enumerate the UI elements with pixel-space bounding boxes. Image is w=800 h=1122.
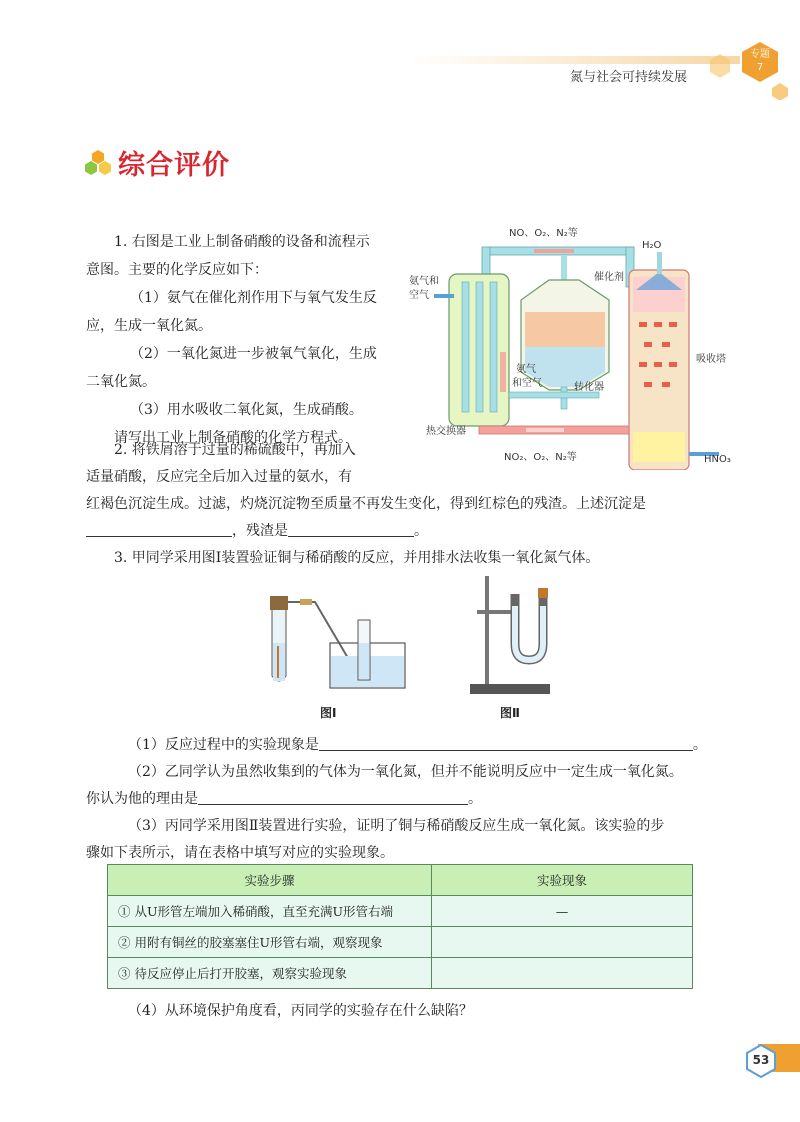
label-water: H₂O [642,240,662,251]
label-bottom-gas: NO₂、O₂、N₂等 [504,452,577,463]
q3-part3b: 骤如下表所示，请在表格中填写对应的实验现象。 [86,845,394,861]
q3-part1-blank[interactable] [319,734,693,751]
label-ammonia-air-top-2: 空气 [409,290,429,301]
label-top-gas: NO、O₂、N₂等 [509,228,578,239]
q1-reaction1a: （1）氨气在催化剂作用下与氧气发生反 [130,290,377,306]
q3-part3a: （3）丙同学采用图Ⅱ装置进行实验，证明了铜与稀硝酸反应生成一氧化氮。该实验的步 [128,818,665,834]
table-header-phenomena: 实验现象 [432,865,693,896]
chapter-tab [742,42,778,82]
table-cell-phenomenon: — [432,896,693,927]
q1-reaction1b: 应，生成一氧化氮。 [86,318,212,334]
table-header-steps: 实验步骤 [108,865,432,896]
label-absorber: 吸收塔 [696,354,726,365]
table-cell-step: ① 从U形管左端加入稀硝酸，直至充满U形管右端 [108,896,432,927]
figure-1-apparatus [260,588,410,698]
figure-2-apparatus [465,576,565,698]
table-cell-phenomenon[interactable] [432,958,693,989]
q2-precipitate-blank[interactable] [86,520,232,537]
figure-2-caption: 图Ⅱ [500,706,520,720]
page-number-badge [744,1044,778,1078]
table-cell-step: ③ 待反应停止后打开胶塞，观察实验现象 [108,958,432,989]
page-number: 53 [752,1053,770,1067]
q3-intro: 3. 甲同学采用图Ⅰ装置验证铜与稀硝酸的反应，并用排水法收集一氧化氮气体。 [114,550,600,566]
q2-line2: 适量硝酸，反应完全后加入过量的氨水，有 [86,469,352,485]
header-decoration [410,56,740,64]
table-row [108,896,693,927]
q2-answer-line [86,517,428,545]
q1-line1: 1. 右图是工业上制备硝酸的设备和流程示 [114,234,370,250]
label-catalyst: 催化剂 [594,272,624,283]
q3-part2b [86,785,482,813]
section-title: 综合评价 [118,150,230,181]
chapter-tab-label: 专题 [750,49,770,60]
q2-residue-text: ，残渣是 [232,523,288,539]
q3-part1-text: （1）反应过程中的实验现象是 [128,737,319,753]
q1-text [86,228,398,452]
q3-part2-end: 。 [468,791,482,807]
q1-reaction2a: （2）一氧化氮进一步被氧气氧化，生成 [130,346,377,362]
nitric-acid-plant-diagram [404,222,774,470]
q1-ask: 请写出工业上制备硝酸的化学方程式。 [114,430,352,446]
q3-part1-end: 。 [692,737,707,753]
label-ammonia-air-top-1: 氨气和 [409,276,439,287]
section-hex-icon [83,149,113,179]
table-row [108,958,693,989]
q3-part4: （4）从环境保护角度看，丙同学的实验存在什么缺陷？ [128,1003,473,1019]
table-cell-phenomenon[interactable] [432,927,693,958]
q1-line2: 意图。主要的化学反应如下： [86,262,268,278]
label-heat-exchanger: 热交换器 [426,426,466,437]
q2-line3: 红褐色沉淀生成。过滤，灼烧沉淀物至质量不再发生变化，得到红棕色的残渣。上述沉淀是 [86,496,646,512]
label-ammonia-air-bottom-2: 和空气 [512,378,542,389]
label-acid: HNO₃ [704,454,731,465]
experiment-table [107,864,693,989]
table-row [108,927,693,958]
q2-end: 。 [414,523,428,539]
label-ammonia-air-bottom-1: 氨气 [516,364,536,375]
q1-reaction2b: 二氧化氮。 [86,374,156,390]
chapter-tab-number: 7 [756,62,764,73]
q2-line1: 2. 将铁屑溶于过量的稀硫酸中，再加入 [114,442,356,458]
label-converter: 转化器 [574,382,604,393]
q3-part2-text: 你认为他的理由是 [86,791,198,807]
q3-part1 [128,731,707,759]
q2-residue-blank[interactable] [288,520,414,537]
figure-1-caption: 图Ⅰ [320,706,337,720]
q3-part2a: （2）乙同学认为虽然收集到的气体为一氧化氮，但并不能说明反应中一定生成一氧化氮。 [128,764,683,780]
chapter-title: 氮与社会可持续发展 [570,70,688,85]
q3-part2-blank[interactable] [198,788,468,805]
q1-reaction3: （3）用水吸收二氧化氮，生成硝酸。 [130,402,363,418]
table-cell-step: ② 用附有铜丝的胶塞塞住U形管右端，观察现象 [108,927,432,958]
